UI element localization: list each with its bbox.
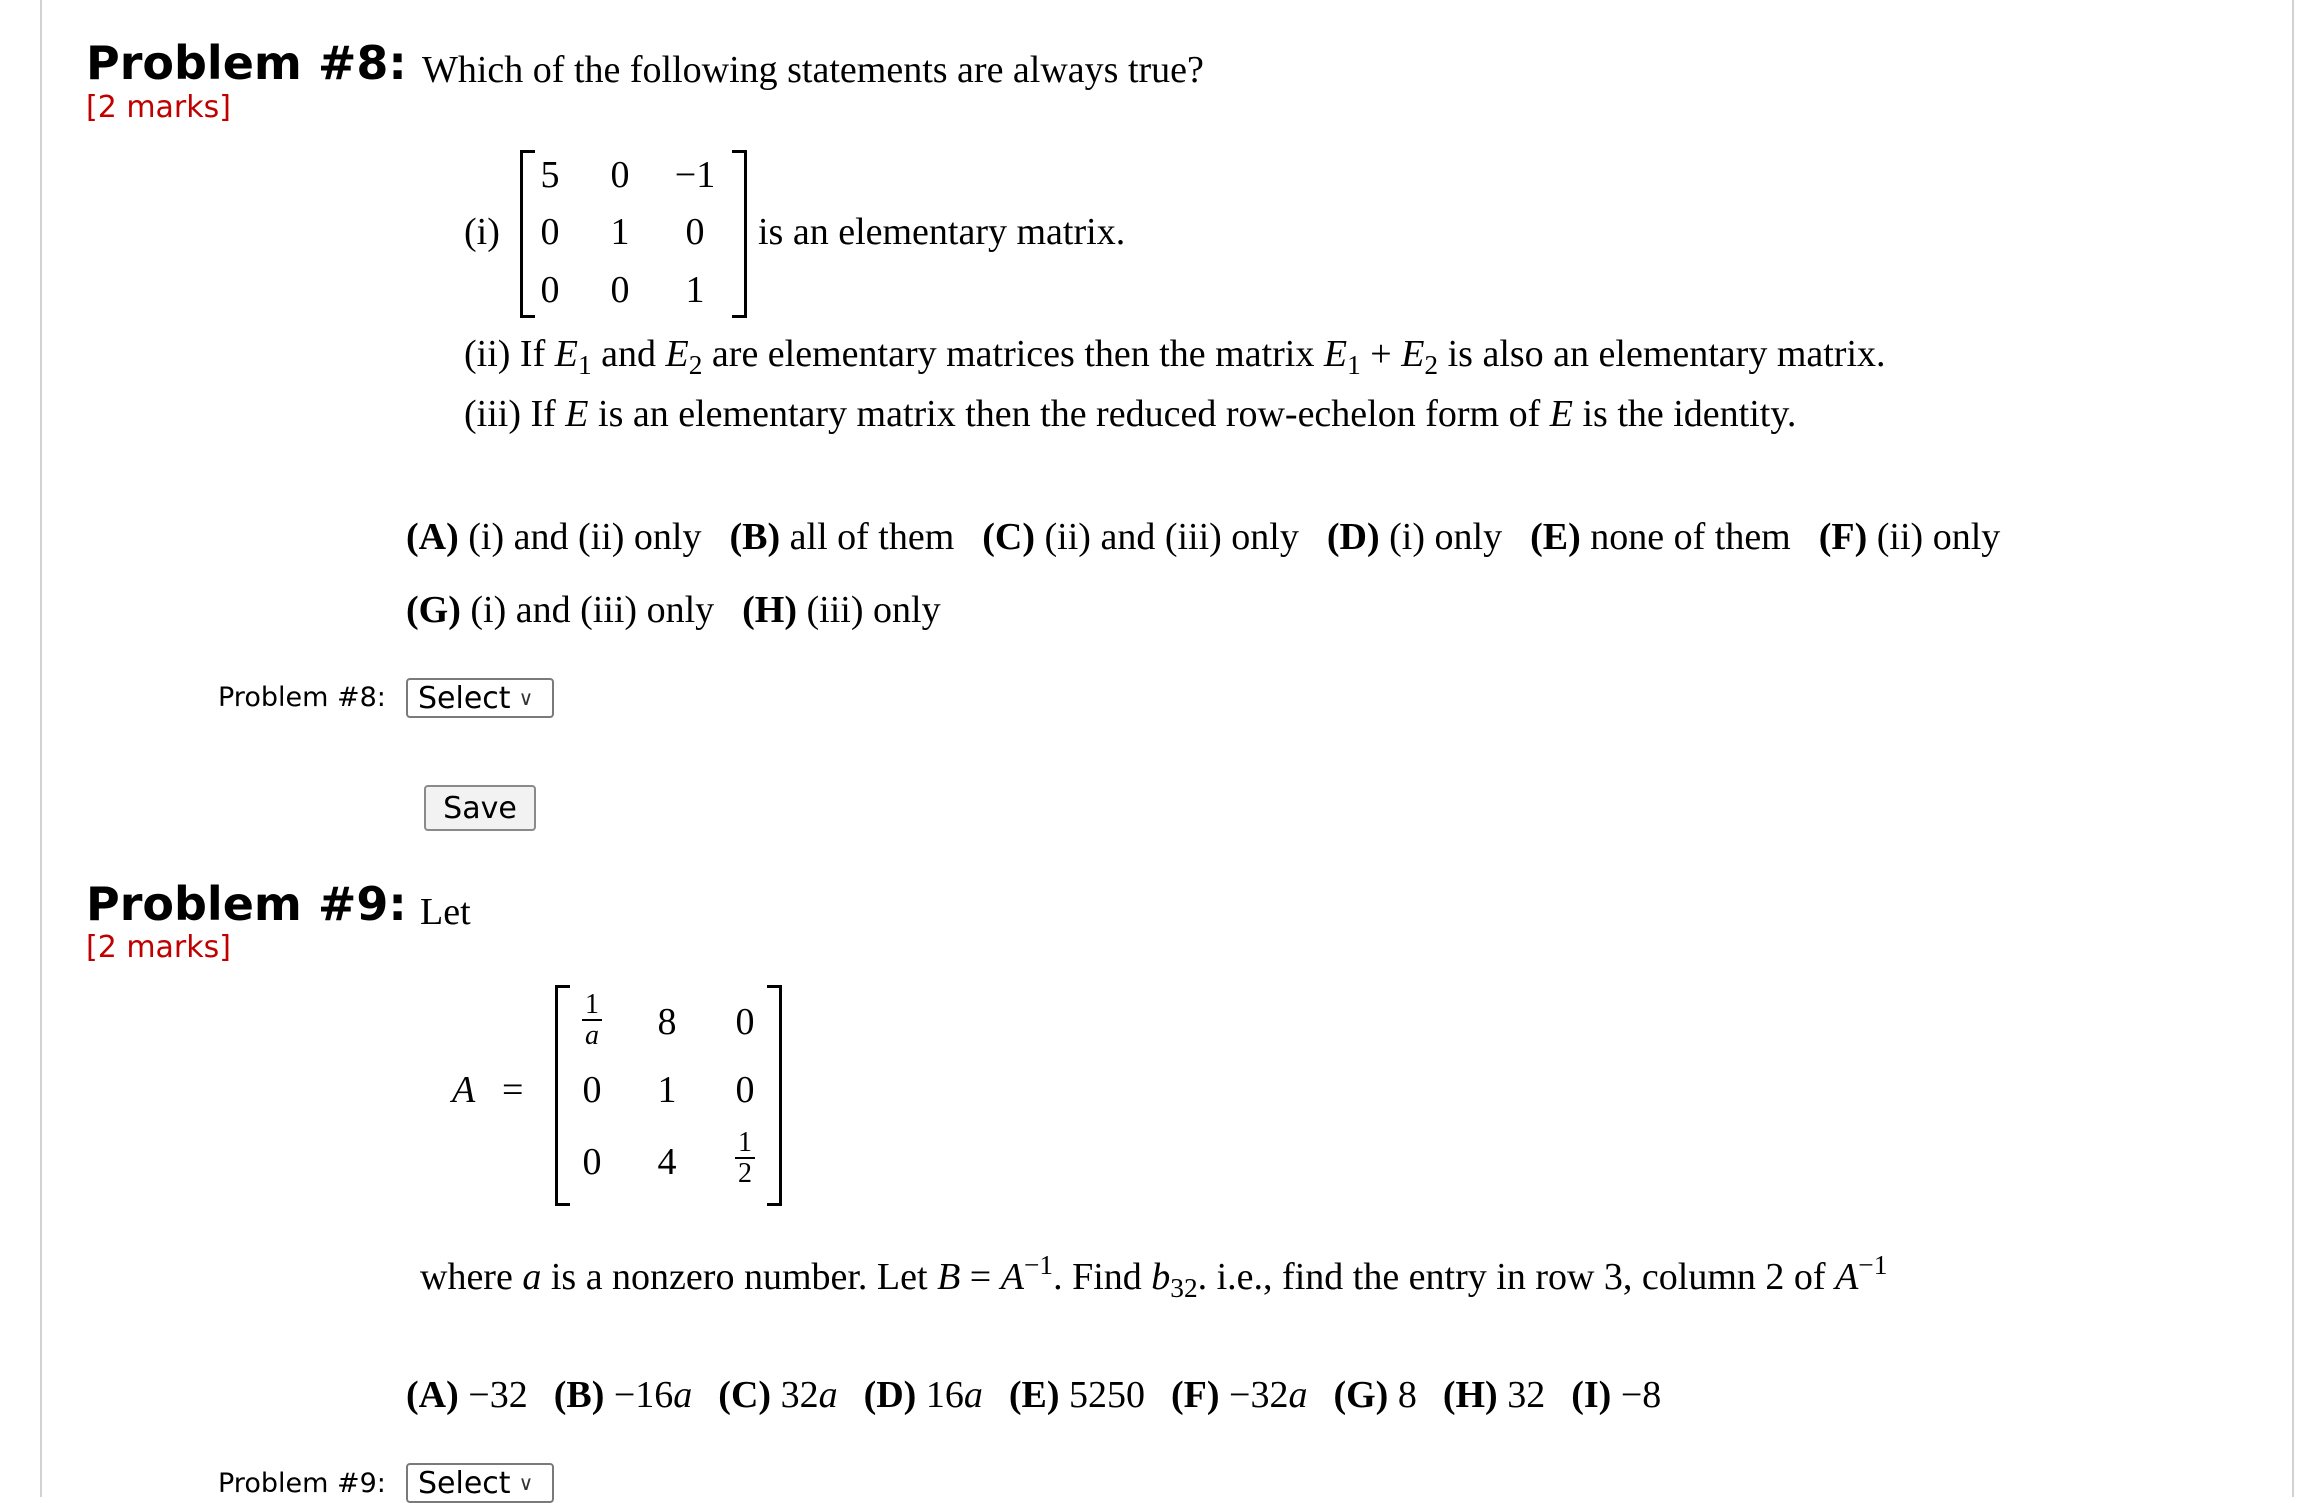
matrix2-cell: 0: [582, 1069, 602, 1111]
option-var: a: [1288, 1374, 1308, 1416]
problem8-answer-label: Problem #8:: [218, 682, 386, 713]
where-var: A: [1835, 1256, 1859, 1298]
option-i: [1571, 1374, 1661, 1416]
option-c: [718, 1374, 837, 1416]
option-letter: (C): [982, 516, 1036, 558]
where-text: . Find: [1053, 1256, 1152, 1298]
option-e: [1009, 1374, 1145, 1416]
matrix1-cell: 0: [540, 269, 560, 311]
option-c: [982, 516, 1299, 558]
option-text: 16: [916, 1374, 964, 1416]
where-text: is a nonzero number. Let: [541, 1256, 938, 1298]
option-a: [406, 1374, 528, 1416]
stmt2-sub: 1: [577, 350, 592, 381]
option-var: a: [963, 1374, 983, 1416]
stmt3-text: (iii) If: [464, 393, 566, 435]
where-text: where: [420, 1256, 523, 1298]
option-letter: (C): [718, 1374, 772, 1416]
matrix2-cell: [557, 990, 627, 1051]
option-text: −32: [1219, 1374, 1289, 1416]
matrix2-cell: [710, 1128, 780, 1189]
stmt1-label: (i): [464, 211, 500, 253]
stmt1-suffix: is an elementary matrix.: [758, 211, 1126, 253]
option-letter: (A): [406, 516, 459, 558]
problem8-answer-select[interactable]: [406, 678, 554, 718]
where-var: a: [522, 1256, 542, 1298]
stmt2-text: (ii) If: [464, 333, 555, 375]
matrix1-cell: 0: [685, 211, 705, 253]
matrix1-right-bracket: [732, 150, 747, 318]
option-text: −16: [604, 1374, 674, 1416]
option-letter: (B): [729, 516, 781, 558]
option-f: [1171, 1374, 1307, 1416]
matrix2-cell: 1: [657, 1069, 677, 1111]
option-d: [864, 1374, 983, 1416]
option-letter: (G): [406, 589, 461, 631]
option-d: [1327, 516, 1502, 558]
stmt2-sub: 1: [1347, 350, 1361, 381]
page-border-right: [2292, 0, 2294, 1497]
option-letter: (G): [1333, 1374, 1389, 1416]
option-b: [729, 516, 954, 558]
matrix-a-name: A: [452, 1069, 476, 1111]
problem9-intro: Let: [420, 891, 471, 933]
option-a: [406, 516, 701, 558]
matrix1-cell: 5: [540, 154, 560, 196]
option-text: (i) and (ii) only: [458, 516, 702, 558]
matrix1-cell: 0: [610, 154, 630, 196]
stmt2-text: is also an elementary matrix.: [1438, 333, 1886, 375]
matrix1-cell: 0: [540, 211, 560, 253]
option-letter: (I): [1571, 1374, 1612, 1416]
option-letter: (B): [553, 1374, 605, 1416]
option-f: [1819, 516, 2001, 558]
option-letter: (E): [1530, 516, 1581, 558]
option-g: [406, 589, 714, 631]
stmt2-var: E: [1401, 333, 1425, 375]
stmt3-text: is an elementary matrix then the reduced row-echelon form of: [588, 393, 1550, 435]
page-border-left: [40, 0, 42, 1497]
stmt2-var: E: [665, 333, 689, 375]
where-sub: 32: [1170, 1273, 1198, 1304]
chevron-down-icon: ∨: [518, 686, 534, 710]
option-h: [1443, 1374, 1545, 1416]
fraction-num: 1: [582, 990, 602, 1021]
problem8-options-row2: [406, 588, 941, 632]
stmt2-sub: 2: [688, 350, 703, 381]
option-g: [1333, 1374, 1416, 1416]
matrix1-cell: 1: [685, 269, 705, 311]
option-text: (i) only: [1379, 516, 1503, 558]
stmt3: [464, 392, 1796, 436]
stmt2-text: are elementary matrices then the matrix: [702, 333, 1324, 375]
problem9-marks: [2 marks]: [86, 930, 231, 965]
matrix1-cell: −1: [674, 154, 716, 196]
save-button[interactable]: Save: [424, 785, 536, 831]
matrix2-cell: 0: [735, 1001, 755, 1043]
where-var: b: [1151, 1256, 1171, 1298]
option-letter: (F): [1170, 1374, 1220, 1416]
problem9-title: Problem #9:: [86, 877, 407, 931]
option-h: [742, 589, 940, 631]
stmt2-text: and: [591, 333, 666, 375]
where-text: =: [960, 1256, 1001, 1298]
option-letter: (H): [742, 589, 798, 631]
option-text: 32: [1497, 1374, 1546, 1416]
option-text: −32: [458, 1374, 528, 1416]
problem9-answer-select[interactable]: [406, 1463, 554, 1503]
matrix2-cell: 8: [657, 1001, 677, 1043]
stmt2-sub: 2: [1424, 350, 1439, 381]
select-value: Select: [418, 680, 511, 716]
matrix2-cell: 0: [735, 1069, 755, 1111]
matrix1-cell: 0: [610, 269, 630, 311]
option-letter: (H): [1442, 1374, 1498, 1416]
stmt2-var: E: [554, 333, 578, 375]
option-letter: (D): [1326, 516, 1380, 558]
stmt2-text: +: [1360, 333, 1402, 375]
problem8-options-row1: [406, 515, 2000, 559]
option-text: (ii) and (iii) only: [1035, 516, 1299, 558]
option-var: a: [673, 1374, 693, 1416]
problem9-options: [406, 1373, 1661, 1417]
matrix1-cell: 1: [610, 211, 630, 253]
problem8-question: Which of the following statements are always true?: [422, 49, 1204, 91]
option-text: (ii) only: [1867, 516, 2001, 558]
fraction: [582, 990, 602, 1051]
fraction-den: a: [585, 1020, 599, 1052]
where-text: . i.e., find the entry in row 3, column 2 of: [1197, 1256, 1836, 1298]
where-sup: −1: [1023, 1249, 1054, 1280]
option-text: −8: [1611, 1374, 1662, 1416]
problem8-title: Problem #8:: [86, 36, 407, 90]
matrix2-cell: 4: [657, 1141, 677, 1183]
option-letter: (F): [1818, 516, 1868, 558]
option-letter: (D): [863, 1374, 917, 1416]
where-var: A: [1000, 1256, 1024, 1298]
option-text: 8: [1388, 1374, 1417, 1416]
option-b: [554, 1374, 693, 1416]
option-text: (i) and (iii) only: [460, 589, 715, 631]
fraction: [735, 1128, 755, 1189]
stmt3-text: is the identity.: [1572, 393, 1797, 435]
fraction-den: 2: [738, 1158, 752, 1190]
option-text: 5250: [1059, 1374, 1145, 1416]
stmt3-var: E: [565, 393, 589, 435]
option-text: (iii) only: [797, 589, 941, 631]
problem9-answer-label: Problem #9:: [218, 1468, 386, 1499]
chevron-down-icon: ∨: [518, 1471, 534, 1495]
stmt2-var: E: [1323, 333, 1348, 375]
where-var: B: [937, 1256, 961, 1298]
equals-sign: =: [502, 1069, 524, 1111]
stmt2: [464, 332, 1886, 381]
where-sup: −1: [1858, 1249, 1888, 1280]
matrix2-cell: 0: [582, 1141, 602, 1183]
problem8-marks: [2 marks]: [86, 90, 231, 125]
option-text: none of them: [1580, 516, 1791, 558]
option-text: 32: [771, 1374, 819, 1416]
fraction-num: 1: [735, 1128, 755, 1159]
option-text: all of them: [780, 516, 955, 558]
select-value: Select: [418, 1465, 511, 1501]
option-letter: (A): [406, 1374, 459, 1416]
option-e: [1530, 516, 1791, 558]
problem9-where-line: [420, 1249, 1888, 1304]
stmt3-var: E: [1549, 393, 1573, 435]
option-letter: (E): [1008, 1374, 1060, 1416]
option-var: a: [818, 1374, 838, 1416]
